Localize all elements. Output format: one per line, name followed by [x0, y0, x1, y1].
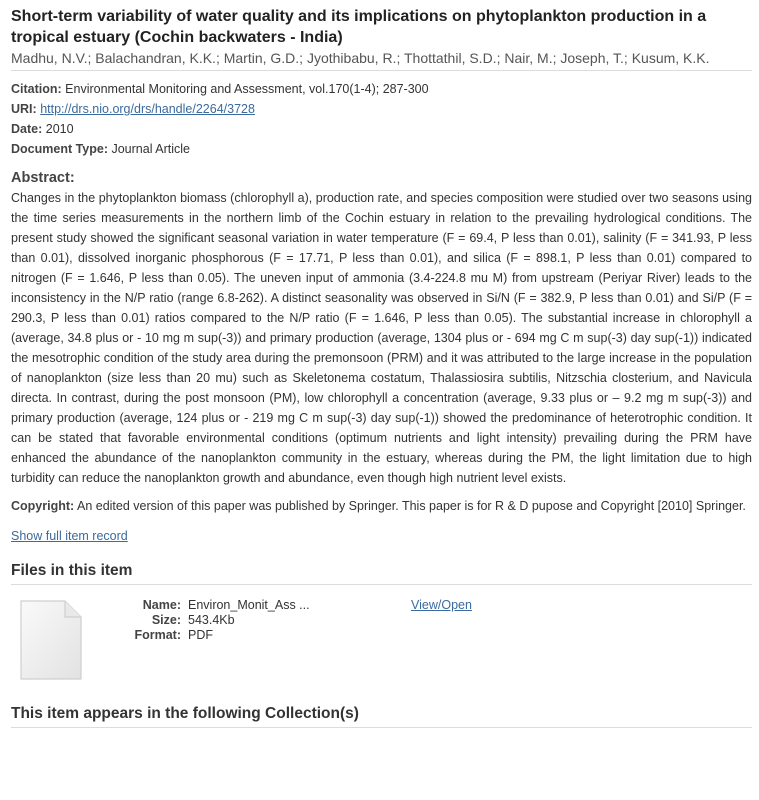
item-title: Short-term variability of water quality and its implications on phytoplankton production in a tropical estuary (Cochin backwaters - India)	[11, 8, 707, 46]
file-format-value: PDF	[188, 628, 213, 642]
date-label: Date:	[11, 122, 43, 136]
citation-field	[11, 79, 752, 99]
abstract-text: Changes in the phytoplankton biomass (chlorophyll a), production rate, and species composition were studied over two seasons using the time series measurements in the northern limb of the Cochin estuary in relation to the prevailing hydrological conditions. The present study showed the significant seasonal variation in water temperature (F = 69.4, P less than 0.01), salinity (F = 341.93, P less than 0.01), dissolved inorganic phosphorous (F = 17.71, P less than 0.01), and silica (F = 898.1, P less than 0.01) compared to nitrogen (F = 1.646, P less than 0.05). The uneven input of ammonia (3.4-224.8 mu M) from upstream (Periyar River) leads to the inconsistency in the N/P ratio (range 6.8-262). A distinct seasonality was observed in Si/N (F = 382.9, P less than 0.01) and Si/P (F = 290.3, P less than 0.01) ratios compared to the N/P ratio (F = 1.646, P less than 0.05). The substantial increase in chlorophyll a (average, 34.8 plus or - 10 mg m sup(-3)) and primary production (average, 1304 plus or - 694 mg C m sup(-3) day sup(-1)) indicated the mesotrophic condition of the study area during the premonsoon (PRM) and it was attributed to the large increase in the population of nanoplankton (size less than 20 mu) such as Skeletonema costatum, Thalassiosira subtilis, Nitzschia closterium, and Navicula directa. In contrast, during the post monsoon (PM), low chlorophyll a concentration (average, 9.33 plus or – 9.2 mg m sup(-3)) and primary production (average, 124 plus or - 219 mg C m sup(-3) day sup(-1)) showed the predominance of heterotrophic condition. It can be stated that favorable environmental conditions (optimum nutrients and light intensity) prevailing during the PRM have enhanced the abundance of the nanoplankton community in the estuary, whereas during the PM, the light limitation due to high turbidity can reduce the nanoplankton growth and abundance, even though high nutrient level exists.	[11, 191, 752, 485]
date-value: 2010	[45, 122, 74, 136]
file-size-label: Size:	[151, 613, 181, 627]
citation-value: Environmental Monitoring and Assessment, vol.170(1-4); 287-300	[65, 82, 429, 96]
files-divider	[11, 584, 752, 585]
abstract-heading: Abstract:	[11, 170, 75, 186]
collections-divider	[11, 727, 752, 728]
collections-heading: This item appears in the following Collection(s)	[11, 705, 359, 722]
files-heading: Files in this item	[11, 562, 133, 579]
file-format-label: Format:	[134, 628, 181, 642]
uri-field	[11, 99, 752, 119]
file-size-value: 543.4Kb	[188, 613, 235, 627]
file-icon[interactable]	[19, 599, 83, 681]
copyright-text: An edited version of this paper was published by Springer. This paper is for R & D pupose and Copyright [2010] Springer.	[76, 499, 746, 513]
citation-label: Citation:	[11, 82, 62, 96]
date-field	[11, 119, 752, 139]
copyright-label: Copyright:	[11, 499, 75, 513]
show-full-record-link[interactable]: Show full item record	[11, 529, 128, 543]
uri-label: URI:	[11, 102, 37, 116]
file-metadata	[111, 598, 310, 643]
item-authors: Madhu, N.V.; Balachandran, K.K.; Martin, G.D.; Jyothibabu, R.; Thottathil, S.D.; Nair, M.; Joseph, T.; Kusum, K.K.	[11, 50, 710, 66]
doctype-label: Document Type:	[11, 142, 108, 156]
view-open-link[interactable]: View/Open	[411, 598, 472, 612]
doctype-field	[11, 139, 752, 159]
title-divider	[11, 70, 752, 71]
copyright-field	[11, 496, 752, 516]
doctype-value: Journal Article	[111, 142, 190, 156]
uri-link[interactable]: http://drs.nio.org/drs/handle/2264/3728	[40, 102, 255, 116]
file-name-label: Name:	[142, 598, 181, 612]
file-row	[11, 591, 752, 691]
file-name-value: Environ_Monit_Ass ...	[188, 598, 310, 612]
